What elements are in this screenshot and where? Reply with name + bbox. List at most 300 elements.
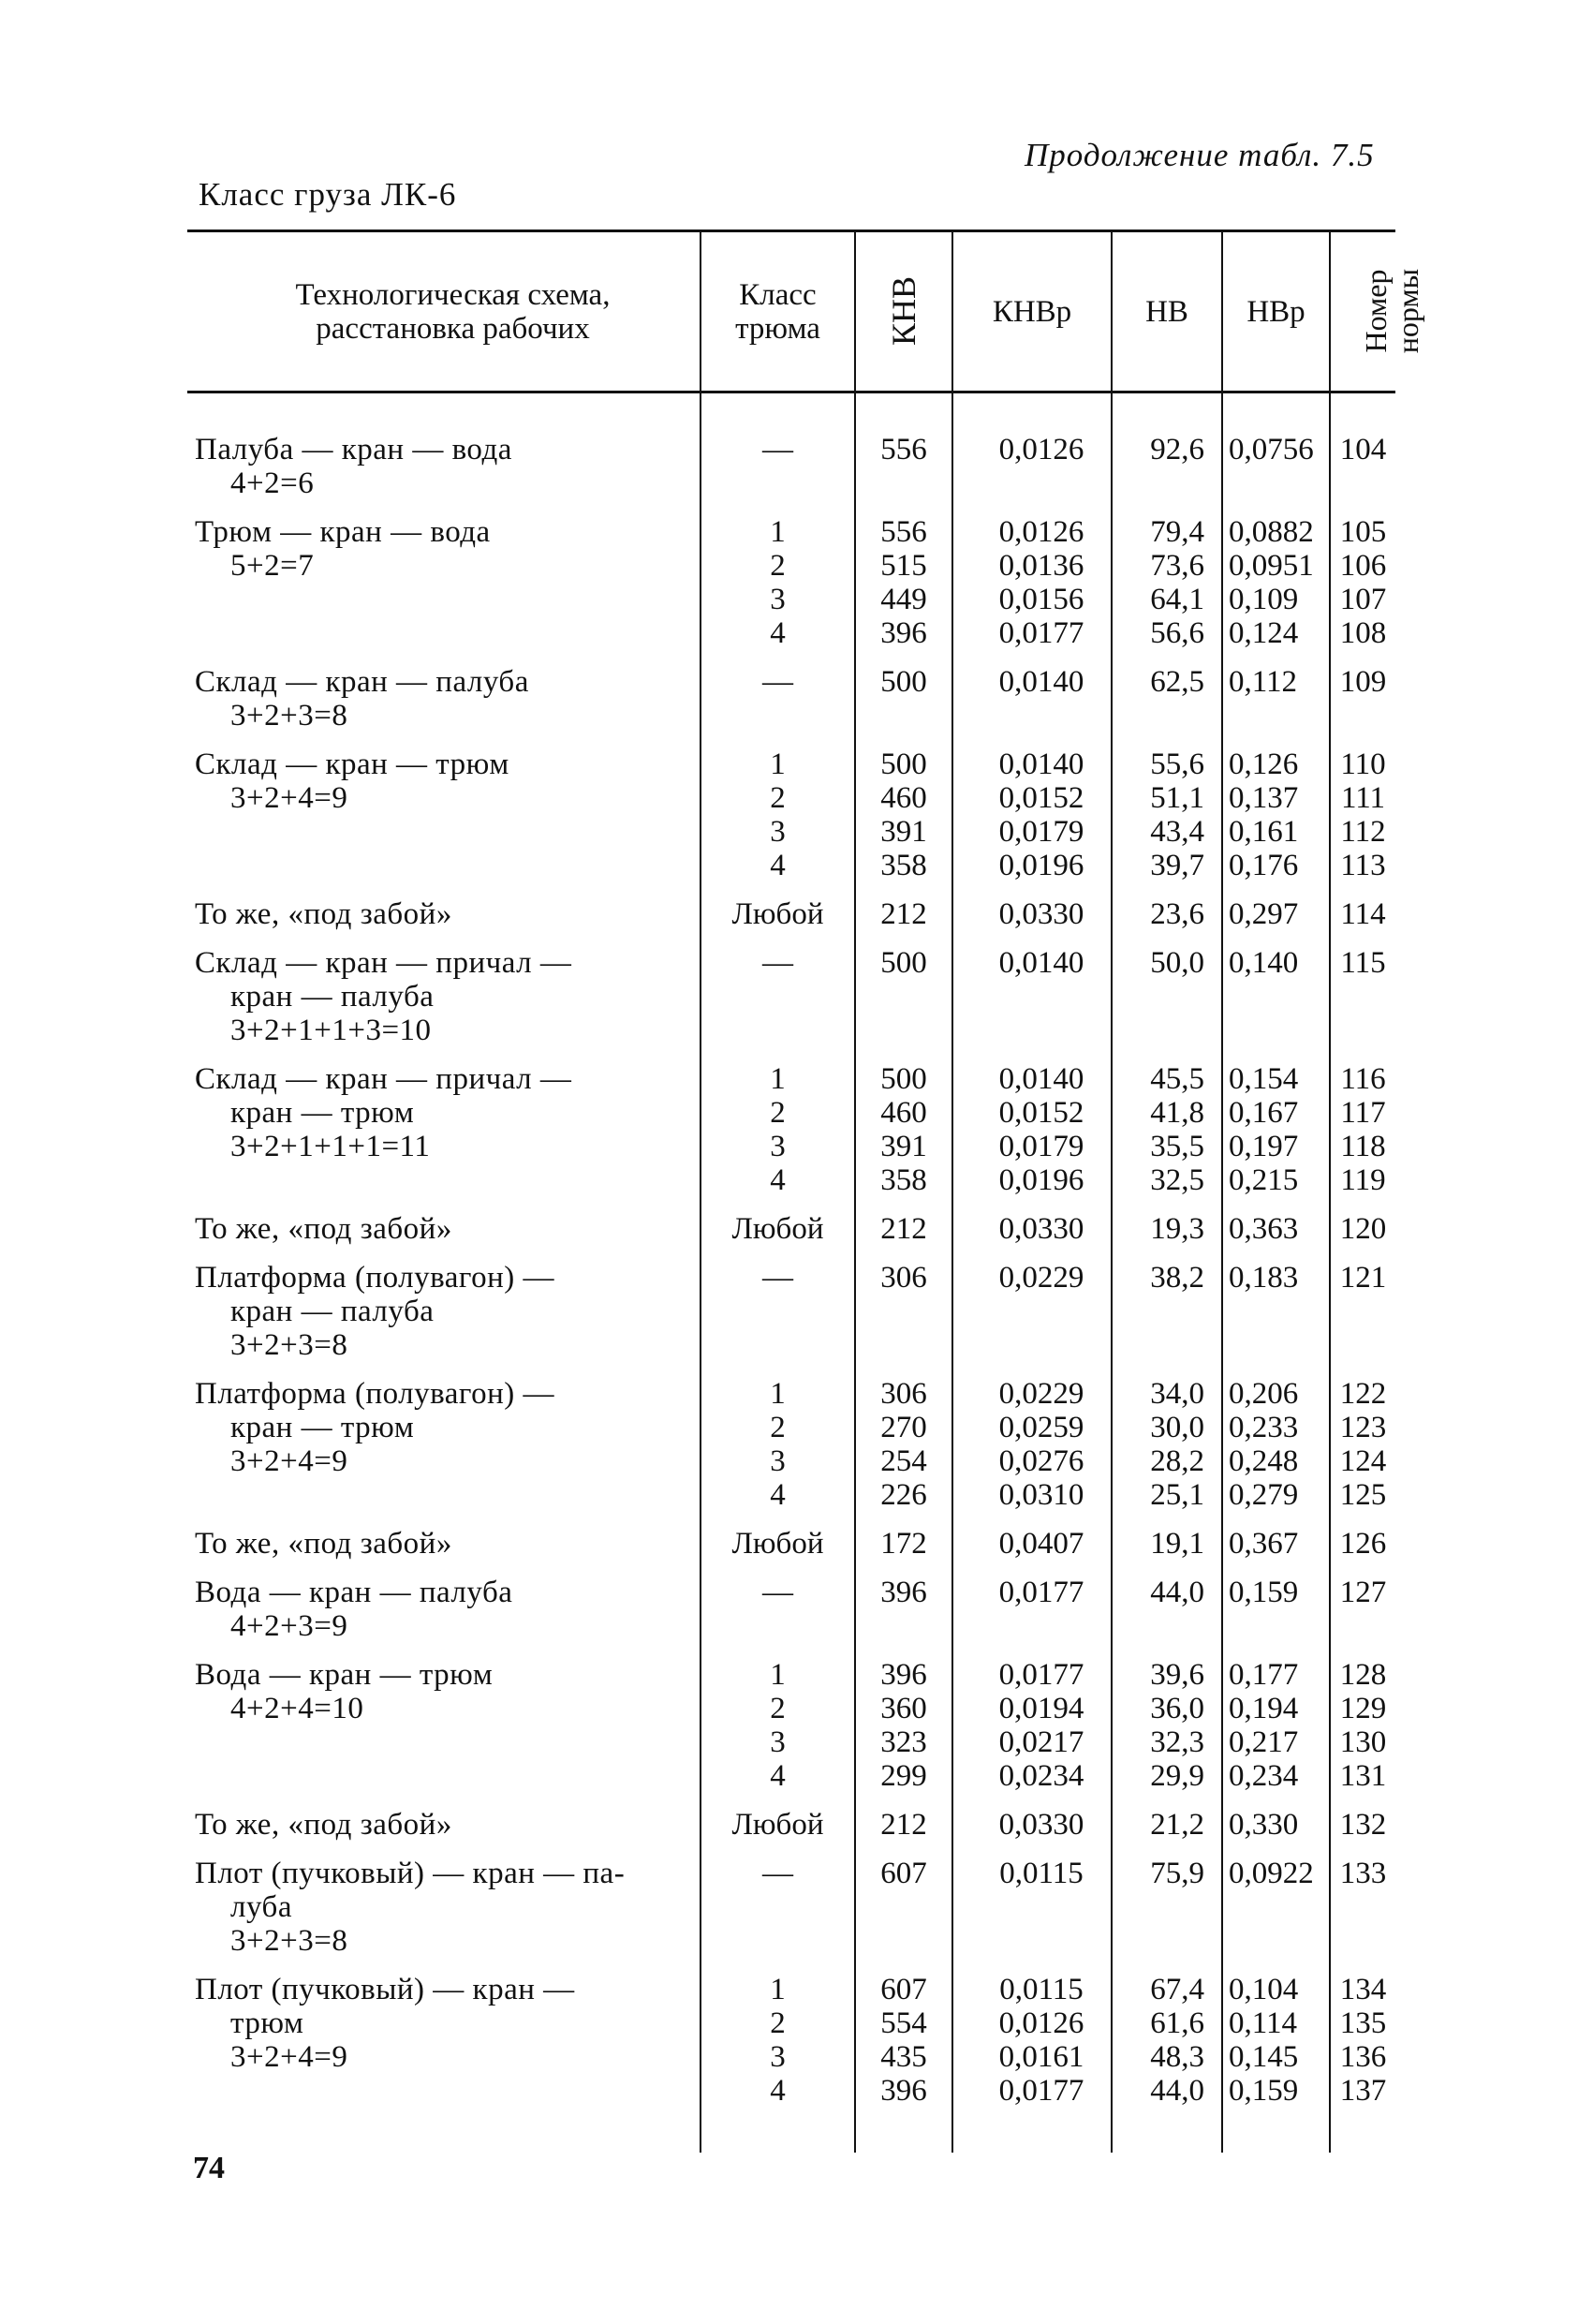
cell-knv-line: 254: [880, 1444, 927, 1478]
cell-nv: [1112, 1197, 1222, 1246]
cell-knvr-line: 0,0152: [998, 781, 1084, 815]
cell-norm-line: 135: [1339, 2006, 1387, 2040]
cell-knvr: [952, 500, 1112, 650]
table-header: [187, 231, 1424, 392]
cell-norm-line: 132: [1339, 1808, 1387, 1842]
cell-norm: [1330, 882, 1395, 931]
cell-scheme-line: луба: [230, 1890, 292, 1924]
cell-knv-line: 500: [880, 748, 927, 781]
cell-knv-line: 306: [880, 1261, 927, 1295]
cell-knvr-line: 0,0140: [998, 748, 1084, 781]
cell-knvr-line: 0,0310: [998, 1478, 1084, 1512]
cell-hold-class: [701, 1958, 855, 2153]
cell-hold-class-line: 2: [770, 2006, 786, 2040]
cell-norm: [1330, 1197, 1395, 1246]
cell-scheme-line: 5+2=7: [230, 549, 315, 583]
cell-scheme-line: Плот (пучковый) — кран — па-: [195, 1857, 626, 1890]
cell-hold-class: [701, 1793, 855, 1842]
cell-scheme: [187, 392, 701, 501]
cell-knv: [855, 1047, 952, 1197]
cell-scheme-line: 3+2+4=9: [230, 1444, 348, 1478]
cell-norm-line: 109: [1339, 665, 1387, 699]
cell-norm-line: 133: [1339, 1857, 1387, 1890]
table-row: [187, 733, 1395, 882]
cell-knv-line: 358: [880, 1163, 927, 1197]
cell-nvr-line: 0,183: [1229, 1261, 1299, 1295]
cell-knvr-line: 0,0177: [998, 2074, 1084, 2108]
cell-knv-line: 460: [880, 781, 927, 815]
norms-table: [187, 229, 1424, 2153]
cell-scheme-line: Вода — кран — палуба: [195, 1576, 513, 1609]
cell-nv: [1112, 1362, 1222, 1512]
cell-scheme-line: кран — палуба: [230, 1295, 435, 1328]
cell-knvr: [952, 1842, 1112, 1958]
cell-scheme-line: Склад — кран — причал —: [195, 946, 572, 980]
cell-knvr: [952, 733, 1112, 882]
cell-nv-line: 61,6: [1150, 2006, 1204, 2040]
cell-nvr: [1222, 1842, 1330, 1958]
cell-knvr-line: 0,0177: [998, 1576, 1084, 1609]
cell-nvr: [1222, 1197, 1330, 1246]
cell-nv: [1112, 1246, 1222, 1362]
cell-norm-line: 129: [1339, 1692, 1387, 1725]
cell-nvr-line: 0,234: [1229, 1759, 1299, 1793]
cell-norm: [1330, 931, 1395, 1047]
cell-knv-line: 607: [880, 1973, 927, 2006]
cell-norm: [1330, 1643, 1395, 1793]
cell-hold-class-line: Любой: [731, 1212, 824, 1246]
cell-knv: [855, 882, 952, 931]
cell-nv: [1112, 1047, 1222, 1197]
cell-knvr-line: 0,0196: [998, 1163, 1084, 1197]
cell-knvr-line: 0,0330: [998, 1808, 1084, 1842]
cell-hold-class-line: 2: [770, 1411, 786, 1444]
cell-norm-line: 114: [1340, 897, 1386, 931]
cell-scheme: [187, 650, 701, 733]
cell-knv-line: 449: [880, 583, 927, 616]
cell-scheme-line: То же, «под забой»: [195, 897, 452, 931]
cell-hold-class: [701, 1246, 855, 1362]
cell-nvr-line: 0,177: [1229, 1658, 1299, 1692]
cell-scheme-line: 4+2=6: [230, 466, 315, 500]
cell-nvr: [1222, 1643, 1330, 1793]
cell-knv-line: 500: [880, 665, 927, 699]
cell-nv: [1112, 1958, 1222, 2153]
cell-scheme: [187, 500, 701, 650]
column-header-nvr: НВр: [1222, 231, 1330, 392]
cell-knvr-line: 0,0179: [998, 815, 1084, 849]
cell-hold-class: [701, 1842, 855, 1958]
cell-nv-line: 29,9: [1150, 1759, 1204, 1793]
cell-hold-class-line: 3: [770, 1444, 786, 1478]
cell-norm: [1330, 1958, 1395, 2153]
table-row: [187, 882, 1395, 931]
cell-scheme-line: кран — палуба: [230, 980, 435, 1014]
cell-knv-line: 607: [880, 1857, 927, 1890]
cell-norm-line: 106: [1339, 549, 1387, 583]
table-row: [187, 1842, 1395, 1958]
cell-nv: [1112, 1793, 1222, 1842]
table-row: [187, 1512, 1395, 1561]
cell-knv-line: 226: [880, 1478, 927, 1512]
cell-scheme-line: кран — трюм: [230, 1096, 415, 1130]
cell-nv-line: 23,6: [1150, 897, 1204, 931]
cell-nv: [1112, 882, 1222, 931]
cell-knvr-line: 0,0234: [998, 1759, 1084, 1793]
cell-norm: [1330, 1512, 1395, 1561]
cell-nvr: [1222, 1512, 1330, 1561]
cell-knvr: [952, 1047, 1112, 1197]
table-row: [187, 1643, 1395, 1793]
cell-norm-line: 127: [1339, 1576, 1387, 1609]
cell-knv: [855, 1561, 952, 1643]
column-header-knv: КНВ: [855, 231, 952, 392]
cell-nvr: [1222, 1561, 1330, 1643]
cell-scheme: [187, 1561, 701, 1643]
cell-scheme-line: Склад — кран — трюм: [195, 748, 509, 781]
cell-hold-class-line: 1: [770, 1062, 786, 1096]
cell-scheme-line: 3+2+3=8: [230, 1924, 348, 1958]
cell-norm-line: 137: [1339, 2074, 1387, 2108]
cell-nv-line: 50,0: [1150, 946, 1204, 980]
cell-norm: [1330, 500, 1395, 650]
cell-knv: [855, 1512, 952, 1561]
cell-scheme: [187, 1197, 701, 1246]
cell-hold-class-line: 2: [770, 781, 786, 815]
table-continuation-caption: Продолжение табл. 7.5: [1025, 137, 1375, 173]
cell-nv-line: 32,3: [1150, 1725, 1204, 1759]
cell-norm-line: 122: [1339, 1377, 1387, 1411]
table-body: [187, 392, 1395, 2154]
cell-knv-line: 396: [880, 616, 927, 650]
cell-nv-line: 45,5: [1150, 1062, 1204, 1096]
cell-scheme-line: Платформа (полувагон) —: [195, 1377, 555, 1411]
cell-knv: [855, 1362, 952, 1512]
cell-scheme-line: Вода — кран — трюм: [195, 1658, 494, 1692]
cell-knvr-line: 0,0126: [998, 2006, 1084, 2040]
cell-scheme-line: Плот (пучковый) — кран —: [195, 1973, 575, 2006]
cell-hold-class-line: 3: [770, 1725, 786, 1759]
cell-knv-line: 306: [880, 1377, 927, 1411]
cell-knv: [855, 733, 952, 882]
cell-hold-class: [701, 931, 855, 1047]
column-header-norm: Номер нормы: [1330, 231, 1395, 392]
cell-nv-line: 75,9: [1150, 1857, 1204, 1890]
cell-scheme: [187, 1958, 701, 2153]
cell-norm: [1330, 1842, 1395, 1958]
cell-nvr-line: 0,154: [1229, 1062, 1299, 1096]
cell-knvr: [952, 1643, 1112, 1793]
cell-knv-line: 556: [880, 515, 927, 549]
cell-knv-line: 212: [880, 1808, 927, 1842]
cell-nv: [1112, 931, 1222, 1047]
cell-hold-class-line: —: [762, 1857, 793, 1890]
cell-knv-line: 323: [880, 1725, 927, 1759]
cell-scheme-line: 3+2+4=9: [230, 781, 348, 815]
cell-scheme-line: 4+2+4=10: [230, 1692, 364, 1725]
cell-knv: [855, 1246, 952, 1362]
cell-nv-line: 19,1: [1150, 1527, 1204, 1561]
cell-nvr-line: 0,0951: [1229, 549, 1314, 583]
cell-nv-line: 56,6: [1150, 616, 1204, 650]
cell-nvr: [1222, 1793, 1330, 1842]
cell-scheme: [187, 931, 701, 1047]
cell-hold-class: [701, 1512, 855, 1561]
cell-hold-class-line: 2: [770, 1096, 786, 1130]
cell-norm-line: 119: [1340, 1163, 1386, 1197]
cell-hold-class-line: 4: [770, 1759, 786, 1793]
cell-norm-line: 110: [1340, 748, 1386, 781]
cell-nv-line: 43,4: [1150, 815, 1204, 849]
cell-knv-line: 360: [880, 1692, 927, 1725]
cell-knv: [855, 1793, 952, 1842]
cell-norm-line: 111: [1340, 781, 1386, 815]
table-row: [187, 1197, 1395, 1246]
cell-nv-line: 30,0: [1150, 1411, 1204, 1444]
cell-nvr-line: 0,159: [1229, 2074, 1299, 2108]
cell-nvr: [1222, 650, 1330, 733]
cell-nvr-line: 0,217: [1229, 1725, 1299, 1759]
cell-scheme-line: 3+2+3=8: [230, 699, 348, 733]
cell-nv-line: 28,2: [1150, 1444, 1204, 1478]
table-row: [187, 650, 1395, 733]
table-row: [187, 1793, 1395, 1842]
cell-norm-line: 104: [1339, 433, 1387, 466]
cell-nv-line: 39,6: [1150, 1658, 1204, 1692]
cell-knvr-line: 0,0330: [998, 897, 1084, 931]
cell-nv-line: 44,0: [1150, 1576, 1204, 1609]
cell-scheme-line: Трюм — кран — вода: [195, 515, 491, 549]
page-number: 74: [193, 2151, 225, 2185]
cell-nvr-line: 0,367: [1229, 1527, 1299, 1561]
cell-nv-line: 48,3: [1150, 2040, 1204, 2074]
cell-hold-class-line: 3: [770, 583, 786, 616]
cell-scheme-line: Платформа (полувагон) —: [195, 1261, 555, 1295]
cell-norm: [1330, 733, 1395, 882]
cell-norm-line: 105: [1339, 515, 1387, 549]
cell-knvr-line: 0,0115: [999, 1973, 1084, 2006]
cell-knv-line: 391: [880, 1130, 927, 1163]
cell-scheme: [187, 1512, 701, 1561]
cell-hold-class-line: 3: [770, 815, 786, 849]
cell-knvr: [952, 1958, 1112, 2153]
cell-nvr-line: 0,140: [1229, 946, 1299, 980]
cell-knvr-line: 0,0229: [998, 1261, 1084, 1295]
cell-hold-class-line: 4: [770, 616, 786, 650]
cell-hold-class: [701, 500, 855, 650]
cell-scheme: [187, 1362, 701, 1512]
table-row: [187, 1246, 1395, 1362]
cell-nv-line: 92,6: [1150, 433, 1204, 466]
cell-nvr-line: 0,176: [1229, 849, 1299, 882]
cell-knvr-line: 0,0115: [999, 1857, 1084, 1890]
cell-knvr: [952, 1246, 1112, 1362]
table-row: [187, 1958, 1395, 2153]
cell-nv-line: 21,2: [1150, 1808, 1204, 1842]
cell-hold-class: [701, 1047, 855, 1197]
cell-norm-line: 108: [1339, 616, 1387, 650]
cell-scheme: [187, 1842, 701, 1958]
cell-knv-line: 396: [880, 2074, 927, 2108]
cell-hold-class-line: Любой: [731, 897, 824, 931]
cell-knvr: [952, 650, 1112, 733]
cell-nvr-line: 0,197: [1229, 1130, 1299, 1163]
cell-nvr-line: 0,248: [1229, 1444, 1299, 1478]
cell-hold-class: [701, 392, 855, 501]
cell-nv-line: 32,5: [1150, 1163, 1204, 1197]
cell-nv-line: 64,1: [1150, 583, 1204, 616]
cell-knvr: [952, 1793, 1112, 1842]
cell-nvr-line: 0,0922: [1229, 1857, 1314, 1890]
cell-norm-line: 131: [1339, 1759, 1387, 1793]
cell-scheme: [187, 1643, 701, 1793]
cell-knvr: [952, 1512, 1112, 1561]
cell-nv: [1112, 1842, 1222, 1958]
cell-knv-line: 435: [880, 2040, 927, 2074]
cell-scheme: [187, 1793, 701, 1842]
cell-nv-line: 34,0: [1150, 1377, 1204, 1411]
cell-nv-line: 25,1: [1150, 1478, 1204, 1512]
cell-norm: [1330, 1793, 1395, 1842]
table-row: [187, 1362, 1395, 1512]
cell-knv-line: 172: [880, 1527, 927, 1561]
cell-knvr-line: 0,0229: [998, 1377, 1084, 1411]
cell-knvr: [952, 1197, 1112, 1246]
cell-scheme: [187, 882, 701, 931]
cell-nvr-line: 0,297: [1229, 897, 1299, 931]
cell-scheme-line: 3+2+3=8: [230, 1328, 348, 1362]
cell-norm-line: 120: [1339, 1212, 1387, 1246]
cell-nv: [1112, 1512, 1222, 1561]
cell-hold-class-line: Любой: [731, 1527, 824, 1561]
cell-nv: [1112, 392, 1222, 501]
cell-nv-line: 79,4: [1150, 515, 1204, 549]
cell-nvr: [1222, 733, 1330, 882]
column-header-scheme: Технологическая схема, расстановка рабочих: [187, 231, 701, 392]
cell-knvr: [952, 931, 1112, 1047]
cell-scheme-line: Палуба — кран — вода: [195, 433, 512, 466]
cell-norm: [1330, 1362, 1395, 1512]
cell-knv-line: 500: [880, 946, 927, 980]
cell-knvr-line: 0,0179: [998, 1130, 1084, 1163]
cell-nv-line: 35,5: [1150, 1130, 1204, 1163]
cell-knvr: [952, 1561, 1112, 1643]
cell-knvr: [952, 882, 1112, 931]
table-row: [187, 931, 1395, 1047]
cell-knv-line: 554: [880, 2006, 927, 2040]
cell-nvr: [1222, 882, 1330, 931]
cell-nvr-line: 0,194: [1229, 1692, 1299, 1725]
cell-hold-class: [701, 1643, 855, 1793]
cell-norm: [1330, 1561, 1395, 1643]
cell-knv-line: 270: [880, 1411, 927, 1444]
cell-nv: [1112, 650, 1222, 733]
cell-knvr-line: 0,0194: [998, 1692, 1084, 1725]
cell-scheme: [187, 1246, 701, 1362]
cell-knvr-line: 0,0126: [998, 433, 1084, 466]
cell-knvr-line: 0,0196: [998, 849, 1084, 882]
cell-hold-class-line: —: [762, 665, 793, 699]
cell-hold-class-line: 1: [770, 1377, 786, 1411]
cell-norm-line: 113: [1340, 849, 1386, 882]
table-row: [187, 392, 1395, 501]
cell-norm-line: 123: [1339, 1411, 1387, 1444]
cell-nv-line: 38,2: [1150, 1261, 1204, 1295]
cell-hold-class-line: 1: [770, 515, 786, 549]
cell-norm-line: 118: [1340, 1130, 1386, 1163]
column-header-knvr: КНВр: [952, 231, 1112, 392]
cell-nvr-line: 0,233: [1229, 1411, 1299, 1444]
cell-nvr-line: 0,124: [1229, 616, 1299, 650]
cell-knvr-line: 0,0140: [998, 665, 1084, 699]
cell-norm-line: 116: [1340, 1062, 1386, 1096]
cell-hold-class: [701, 1362, 855, 1512]
cell-knvr-line: 0,0140: [998, 1062, 1084, 1096]
cell-norm: [1330, 1246, 1395, 1362]
cell-nvr: [1222, 500, 1330, 650]
cell-knv-line: 212: [880, 1212, 927, 1246]
cell-scheme-line: 3+2+1+1+3=10: [230, 1014, 432, 1047]
table-row: [187, 500, 1395, 650]
table-row: [187, 1047, 1395, 1197]
cell-nv: [1112, 1643, 1222, 1793]
cell-norm-line: 115: [1340, 946, 1386, 980]
cell-nvr-line: 0,112: [1229, 665, 1298, 699]
cell-hold-class-line: —: [762, 1261, 793, 1295]
cell-hold-class-line: —: [762, 946, 793, 980]
cell-knv: [855, 650, 952, 733]
cell-knvr-line: 0,0177: [998, 1658, 1084, 1692]
cell-knv-line: 396: [880, 1576, 927, 1609]
cell-norm-line: 117: [1340, 1096, 1386, 1130]
cell-scheme-line: трюм: [230, 2006, 304, 2040]
cell-hold-class-line: 2: [770, 549, 786, 583]
cell-nv-line: 62,5: [1150, 665, 1204, 699]
cell-knv-line: 391: [880, 815, 927, 849]
cell-nvr-line: 0,363: [1229, 1212, 1299, 1246]
cell-nvr-line: 0,161: [1229, 815, 1299, 849]
table-row: [187, 1561, 1395, 1643]
cell-knv: [855, 931, 952, 1047]
cell-nvr-line: 0,279: [1229, 1478, 1299, 1512]
cell-nvr-line: 0,104: [1229, 1973, 1299, 2006]
cell-norm-line: 126: [1339, 1527, 1387, 1561]
cell-hold-class-line: 3: [770, 1130, 786, 1163]
cell-hold-class: [701, 1197, 855, 1246]
cell-norm-line: 128: [1339, 1658, 1387, 1692]
cell-nvr-line: 0,215: [1229, 1163, 1299, 1197]
cell-knvr-line: 0,0407: [998, 1527, 1084, 1561]
cell-scheme: [187, 1047, 701, 1197]
cell-nvr-line: 0,0756: [1229, 433, 1314, 466]
cell-knvr-line: 0,0259: [998, 1411, 1084, 1444]
cell-knv: [855, 500, 952, 650]
cell-nv-line: 41,8: [1150, 1096, 1204, 1130]
cell-knv-line: 396: [880, 1658, 927, 1692]
cell-scheme-line: кран — трюм: [230, 1411, 415, 1444]
cell-knv: [855, 392, 952, 501]
cell-nv-line: 51,1: [1150, 781, 1204, 815]
cell-nvr-line: 0,137: [1229, 781, 1299, 815]
cell-knvr-line: 0,0217: [998, 1725, 1084, 1759]
cell-nvr-line: 0,114: [1229, 2006, 1298, 2040]
cell-nv-line: 36,0: [1150, 1692, 1204, 1725]
cell-hold-class-line: 1: [770, 1973, 786, 2006]
cell-hold-class-line: Любой: [731, 1808, 824, 1842]
cell-knv: [855, 1958, 952, 2153]
cell-norm: [1330, 650, 1395, 733]
cell-knvr-line: 0,0276: [998, 1444, 1084, 1478]
